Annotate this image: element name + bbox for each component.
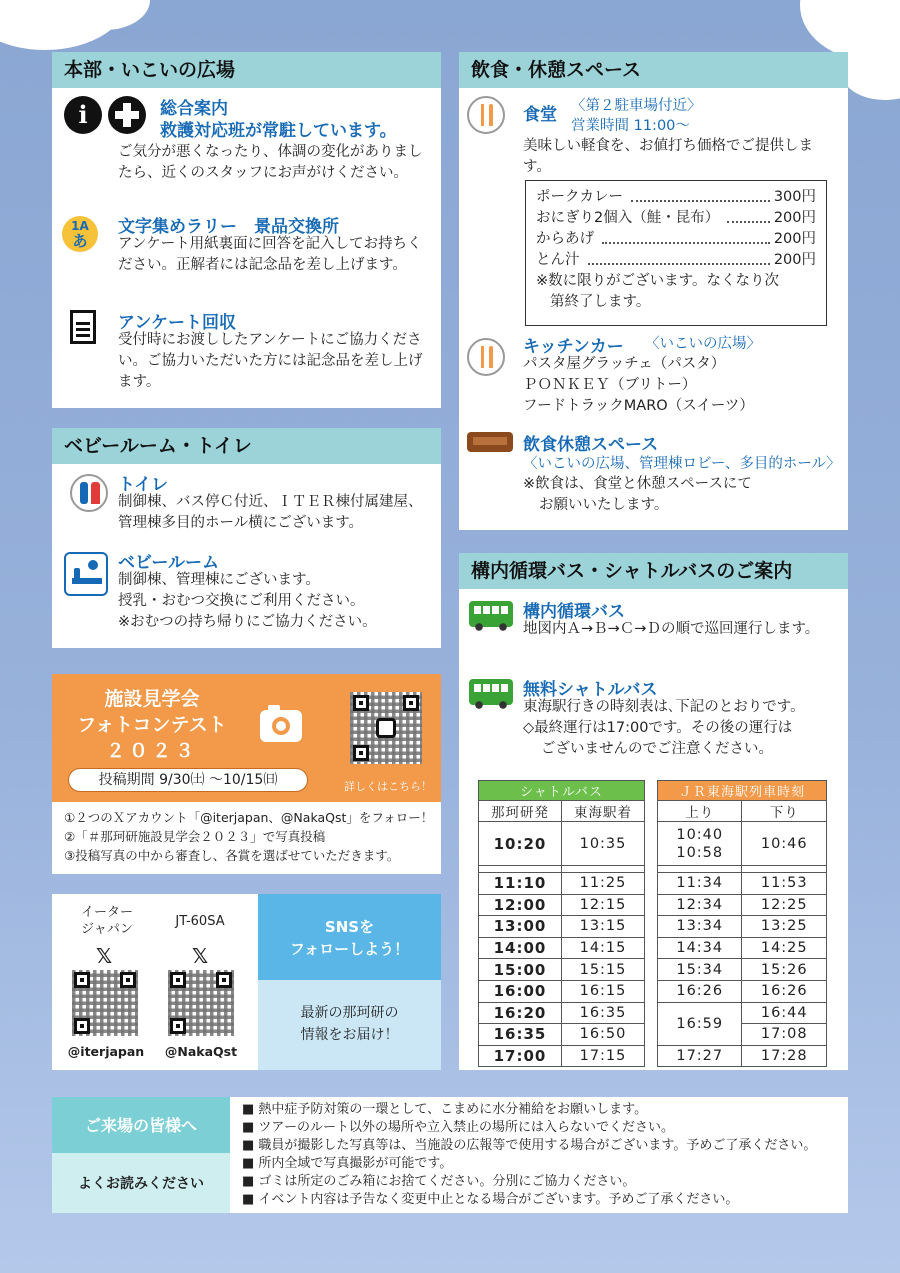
shuttle-text: 東海駅行きの時刻表は､下記のとおりです。: [523, 699, 805, 715]
baby-room-icon: [64, 552, 108, 596]
toilet-text: 制御棟、バス停Ｃ付近、ＩＴＥＲ棟付属建屋、管理棟多目的ホール横にございます。: [118, 494, 423, 531]
character-icon: [62, 216, 98, 252]
desk-text: ご気分が悪くなったり、体調の変化がありましたら、近くのスタッフにお声がけください。: [118, 144, 423, 181]
column-header: 東海駅着: [562, 801, 645, 822]
x-logo-icon: 𝕏: [192, 944, 209, 968]
table-row: 12:00 12:15: [479, 894, 645, 916]
bus-panel: [459, 553, 848, 1070]
sns-panel: [52, 894, 441, 1070]
rest-note: ※飲食は、食堂と休憩スペースにて: [523, 476, 752, 492]
column-header: 下り: [742, 801, 827, 822]
food-panel: [459, 52, 848, 530]
more-info-link[interactable]: 詳しくはこちら！: [344, 780, 432, 793]
toilet-title: トイレ: [118, 475, 169, 495]
qr-code[interactable]: [72, 970, 138, 1036]
info-text: 最新の那珂研の: [300, 1005, 399, 1021]
kitchen-shop: パスタ屋グラッチェ（パスタ）: [523, 356, 726, 372]
notice-sublabel: よくお読みください: [78, 1176, 204, 1192]
menu-box: [525, 180, 827, 326]
rally-text: アンケート用紙裏面に回答を記入してお持ちください。正解者には記念品を差し上げます。: [118, 236, 422, 273]
follow-text: フォローしよう！: [289, 940, 410, 958]
contest-step: ②「＃那珂研施設見学会２０２３」で写真投稿: [64, 829, 326, 844]
table-row: 17:08: [658, 1024, 827, 1046]
notice-panel: [52, 1097, 848, 1213]
table-row: 10:40 10:58 10:46: [658, 822, 827, 866]
loop-bus-text: 地図内Ａ→Ｂ→Ｃ→Ｄの順で巡回運行します。: [523, 621, 820, 637]
shuttle-title: 無料シャトルバス: [523, 680, 658, 700]
panel-header: 飲食・休憩スペース: [459, 52, 848, 88]
notice-item: ■ 職員が撮影した写真等は、当施設の広報等で使用する場合がございます。予めご了承ください。: [242, 1138, 817, 1153]
account-name: イーター: [80, 905, 133, 920]
menu-item: からあげ 200円: [536, 231, 816, 247]
table-header: ＪＲ東海駅列車時刻: [658, 781, 827, 801]
babyroom-text: 制御棟、管理棟にございます。: [118, 572, 320, 588]
info-icon: i: [64, 96, 102, 134]
account-handle: @NakaQst: [164, 1044, 238, 1059]
table-row: 16:26 16:26: [658, 980, 827, 1002]
babyroom-title: ベビールーム: [118, 553, 219, 573]
table-row: 12:34 12:25: [658, 894, 827, 916]
table-header: シャトルバス: [479, 781, 645, 801]
table-row: 13:00 13:15: [479, 916, 645, 938]
shuttle-text: ございませんのでご注意ください。: [541, 741, 773, 757]
bus-icon: [469, 601, 513, 627]
bus-icon: [469, 679, 513, 705]
panel-header: ベビールーム・トイレ: [52, 428, 441, 464]
cafeteria-text: 美味しい軽食を、お値打ち価格でご提供します。: [523, 138, 813, 175]
table-row: 15:34 15:26: [658, 959, 827, 981]
notice-item: ■ イベント内容は予告なく変更中止となる場合がございます。予めご了承ください。: [242, 1192, 739, 1207]
babyroom-text: 授乳・おむつ交換にご利用ください。: [118, 593, 365, 609]
kitchen-location: 〈いこいの広場〉: [645, 336, 761, 352]
cafeteria-location: 〈第２駐車場付近〉: [571, 98, 702, 114]
notice-item: ■ 所内全域で写真撮影が可能です。: [242, 1156, 453, 1171]
table-row: 16:00 16:15: [479, 980, 645, 1002]
contest-title: 施設見学会: [104, 688, 200, 710]
first-aid-icon: [108, 96, 146, 134]
table-row: 16:20 16:35: [479, 1002, 645, 1024]
info-panel: [52, 52, 441, 408]
kitchen-shop: フードトラックMARO（スイーツ）: [523, 398, 754, 414]
baby-toilet-panel: [52, 428, 441, 648]
cafeteria-title: 食堂: [523, 105, 557, 125]
column-header: 上り: [658, 801, 742, 822]
contest-period: 投稿期間 9/30㈯ 〜10/15㈰: [68, 768, 308, 792]
shuttle-timetable: [478, 780, 645, 1067]
kitchen-title: キッチンカー: [523, 337, 624, 357]
icon-letters: 1A: [71, 219, 89, 233]
account-handle: @iterjapan: [67, 1044, 145, 1059]
rally-title: 文字集めラリー 景品交換所: [118, 217, 339, 237]
kitchen-shop: ＰＯＮＫＥＹ（ブリトー）: [523, 377, 697, 393]
menu-note: ※数に限りがございます。なくなり次: [536, 273, 779, 289]
survey-title: アンケート回収: [118, 313, 236, 333]
table-row: 14:34 14:25: [658, 937, 827, 959]
account-name: ジャパン: [81, 922, 133, 937]
notice-item: ■ 熱中症予防対策の一環として、こまめに水分補給をお願いします。: [242, 1102, 648, 1117]
fork-knife-icon: [467, 96, 505, 134]
table-row: 13:34 13:25: [658, 916, 827, 938]
panel-header: 本部・いこいの広場: [52, 52, 441, 88]
camera-icon: [260, 710, 302, 742]
cafeteria-hours: 営業時間 11:00〜: [571, 118, 690, 134]
contest-year: ２０２３: [105, 740, 198, 762]
menu-item: とん汁 200円: [536, 252, 816, 268]
desk-title: 総合案内: [160, 99, 228, 119]
photo-contest-panel: [52, 674, 441, 874]
x-logo-icon: 𝕏: [96, 944, 113, 968]
contest-step: ①２つのＸアカウント「@iterjapan、@NakaQst」をフォロー！: [64, 810, 434, 825]
info-text: 情報をお届け！: [300, 1027, 399, 1043]
menu-note: 第終了します。: [550, 294, 651, 310]
table-row: 17:27 17:28: [658, 1045, 827, 1067]
restroom-icon: [70, 474, 108, 512]
table-row: 16:59 16:44: [658, 1002, 827, 1024]
table-row: 14:00 14:15: [479, 937, 645, 959]
rest-title: 飲食休憩スペース: [523, 435, 659, 455]
jr-timetable: [657, 780, 827, 1067]
loop-bus-title: 構内循環バス: [523, 602, 625, 622]
panel-header: 構内循環バス・シャトルバスのご案内: [459, 553, 848, 589]
notice-item: ■ ツアーのルート以外の場所や立入禁止の場所には入らないでください。: [242, 1120, 675, 1135]
follow-text: SNSを: [324, 918, 375, 936]
contest-step: ③投稿写真の中から審査し、各賞を選ばせていただきます。: [64, 848, 400, 863]
menu-item: おにぎり2個入（鮭・昆布） 200円: [536, 210, 816, 226]
account-name: JT-60SA: [175, 914, 225, 929]
table-row: 10:20 10:35: [479, 822, 645, 866]
contest-title: フォトコンテスト: [77, 714, 227, 736]
fork-knife-icon: [467, 338, 505, 376]
babyroom-note: ※おむつの持ち帰りにご協力ください。: [118, 614, 377, 630]
desk-subtitle: 救護対応班が常駐しています。: [160, 121, 397, 141]
table-row: 11:34 11:53: [658, 873, 827, 895]
qr-code[interactable]: [350, 692, 422, 764]
table-row: 11:10 11:25: [479, 873, 645, 895]
qr-code[interactable]: [168, 970, 234, 1036]
table-row: 16:35 16:50: [479, 1024, 645, 1046]
table-row: 17:00 17:15: [479, 1045, 645, 1067]
rest-note: お願いいたします。: [539, 497, 669, 513]
rest-location: 〈いこいの広場、管理棟ロビー、多目的ホール〉: [523, 456, 841, 472]
notice-item: ■ ゴミは所定のごみ箱にお捨てください。分別にご協力ください。: [242, 1174, 636, 1189]
menu-item: ポークカレー 300円: [536, 189, 816, 205]
column-header: 那珂研発: [479, 801, 562, 822]
table-row: 15:00 15:15: [479, 959, 645, 981]
sofa-icon: [467, 432, 513, 452]
document-icon: [70, 310, 96, 344]
survey-text: 受付時にお渡ししたアンケートにご協力ください。ご協力いただいた方には記念品を差し上げます。: [118, 332, 423, 390]
icon-letters: あ: [72, 232, 88, 250]
shuttle-text: ◇最終運行は17:00です。その後の運行は: [523, 720, 793, 736]
notice-label: ご来場の皆様へ: [84, 1116, 197, 1135]
